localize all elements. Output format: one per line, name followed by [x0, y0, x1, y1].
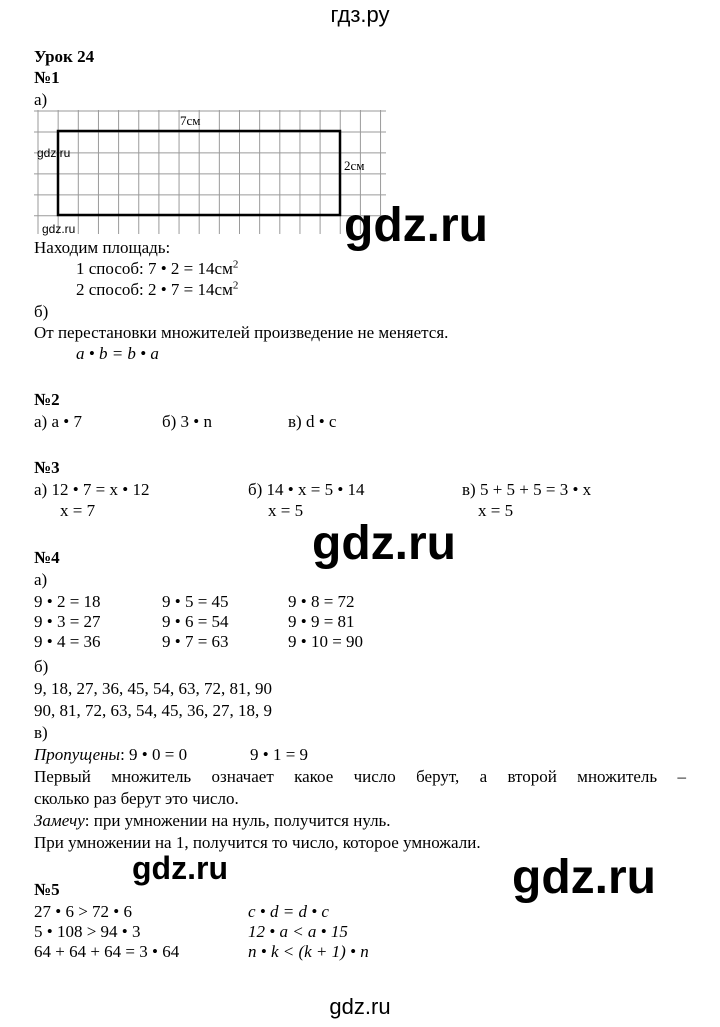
site-footer: gdz.ru: [329, 994, 391, 1019]
watermark-large-3: gdz.ru: [512, 851, 656, 904]
task-5-left: [34, 902, 179, 962]
table-row: 9 • 7 = 63: [162, 632, 229, 651]
list-item: 5 • 108 > 94 • 3: [34, 922, 141, 941]
explanation-line-2: сколько раз берут это число.: [34, 789, 239, 808]
note-line: Замечу: при умножении на нуль, получится нуль.: [34, 811, 391, 830]
table-row: 9 • 10 = 90: [288, 632, 364, 651]
commutative-formula: a • b = b • a: [76, 344, 159, 363]
sequence-ascending: 9, 18, 27, 36, 45, 54, 63, 72, 81, 90: [34, 679, 272, 698]
task-1-part-b: б): [34, 302, 49, 321]
list-item: 12 • a < a • 15: [248, 922, 348, 941]
list-item: 64 + 64 + 64 = 3 • 64: [34, 942, 180, 961]
table-row: 9 • 5 = 45: [162, 592, 229, 611]
task-2-c: в) d • c: [288, 412, 337, 431]
height-label: 2см: [344, 158, 365, 173]
task-4-part-c: в): [34, 723, 48, 742]
explanation-line-3: При умножении на 1, получится то число, которое умножали.: [34, 833, 481, 852]
table-row: 9 • 3 = 27: [34, 612, 101, 631]
table-row: 9 • 6 = 54: [162, 612, 229, 631]
table-col-1: [34, 592, 101, 652]
task-4-part-a: а): [34, 570, 48, 589]
task-5-number: №5: [34, 880, 60, 899]
task-2-number: №2: [34, 390, 60, 409]
task-3-a-equation: а) 12 • 7 = x • 12: [34, 480, 150, 499]
table-col-3: [288, 592, 363, 652]
task-3-b-equation: б) 14 • x = 5 • 14: [248, 480, 365, 499]
task-2-b: б) 3 • n: [162, 412, 213, 431]
task-5-right: [248, 902, 369, 962]
find-area-text: Находим площадь:: [34, 238, 171, 257]
task-1-part-a: а): [34, 90, 48, 109]
sequence-descending: 90, 81, 72, 63, 54, 45, 36, 27, 18, 9: [34, 701, 272, 720]
list-item: n • k < (k + 1) • n: [248, 942, 369, 961]
task-3-c-equation: в) 5 + 5 + 5 = 3 • x: [462, 480, 592, 499]
watermark-medium: gdz.ru: [132, 850, 228, 886]
task-4-part-b: б): [34, 657, 49, 676]
task-4-number: №4: [34, 548, 60, 567]
task-3-number: №3: [34, 458, 60, 477]
missed-line: Пропущены: 9 • 0 = 0: [34, 745, 188, 764]
task-2-a: а) a • 7: [34, 412, 82, 431]
table-row: 9 • 9 = 81: [288, 612, 355, 631]
table-col-2: [162, 592, 229, 652]
table-row: 9 • 8 = 72: [288, 592, 355, 611]
area-way-1: 1 способ: 7 • $2 = 14см^2$: [76, 258, 239, 278]
list-item: c • d = d • c: [248, 902, 329, 921]
watermark-small-2: gdz.ru: [42, 222, 76, 236]
commutative-rule: От перестановки множителей произведение не меняется.: [34, 323, 449, 342]
width-label: 7см: [180, 113, 201, 128]
area-way-2: 2 способ: 2 • $7 = 14см^2$: [76, 279, 239, 299]
task-3-a-answer: x = 7: [60, 501, 96, 520]
table-row: 9 • 4 = 36: [34, 632, 101, 651]
explanation-line-1: Первый множитель означает какое число берут, а второй множитель –: [34, 767, 686, 786]
watermark-small-1: gdz.ru: [37, 146, 71, 160]
watermark-large-2: gdz.ru: [312, 517, 456, 570]
missed-second: 9 • 1 = 9: [250, 745, 309, 764]
site-header: гдз.ру: [330, 2, 390, 27]
task-1-number: №1: [34, 68, 60, 87]
watermark-large-1: gdz.ru: [344, 199, 488, 252]
list-item: 27 • 6 > 72 • 6: [34, 902, 132, 921]
task-3-c-answer: x = 5: [478, 501, 514, 520]
table-row: 9 • 2 = 18: [34, 592, 101, 611]
lesson-title: Урок 24: [34, 47, 95, 66]
task-3-b-answer: x = 5: [268, 501, 304, 520]
grid-figure: [34, 110, 394, 236]
